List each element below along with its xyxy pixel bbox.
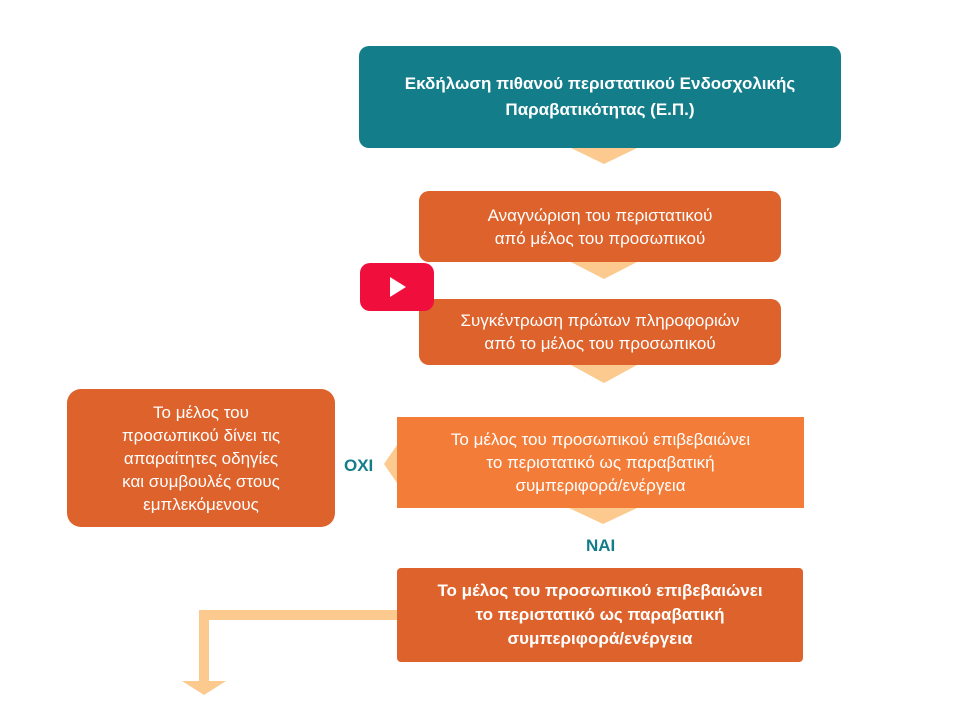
information-box xyxy=(419,299,781,365)
confirmed-box xyxy=(397,568,803,662)
arrow-down-bottom xyxy=(182,681,226,695)
advice-text: Το μέλος του προσωπικού δίνει τις απαραίτητες οδηγίες και συμβουλές στους εμπλεκόμενους xyxy=(121,402,281,514)
arrow-left-no xyxy=(384,445,397,483)
information-text: Συγκέντρωση πρώτων πληροφοριών από το μέλος του προσωπικού xyxy=(460,311,740,353)
video-play-button[interactable] xyxy=(360,263,434,311)
event-text: Εκδήλωση πιθανού περιστατικού Ενδοσχολικής Παραβατικότητας (Ε.Π.) xyxy=(404,74,796,119)
event-box xyxy=(359,46,841,148)
yes-label: ΝΑΙ xyxy=(586,536,616,555)
confirm-question-box xyxy=(397,417,804,508)
confirmed-text: Το μέλος του προσωπικού επιβεβαιώνει το περιστατικό ως παραβατική συμπεριφορά/ενέργεια xyxy=(437,581,763,648)
recognition-text: Αναγνώριση του περιστατικού από μέλος του προσωπικού xyxy=(487,205,713,248)
arrow-down-4 xyxy=(569,508,637,524)
play-icon xyxy=(385,275,409,299)
arrow-down-3 xyxy=(571,365,637,383)
arrow-down-1 xyxy=(571,148,637,164)
arrow-down-2 xyxy=(571,262,637,279)
confirm-question-text: Το μέλος του προσωπικού επιβεβαιώνει το περιστατικό ως παραβατική συμπεριφορά/ενέργεια xyxy=(450,430,751,495)
advice-box xyxy=(67,389,335,527)
elbow-connector xyxy=(204,615,397,683)
recognition-box xyxy=(419,191,781,262)
no-label: ΟΧΙ xyxy=(344,456,374,475)
